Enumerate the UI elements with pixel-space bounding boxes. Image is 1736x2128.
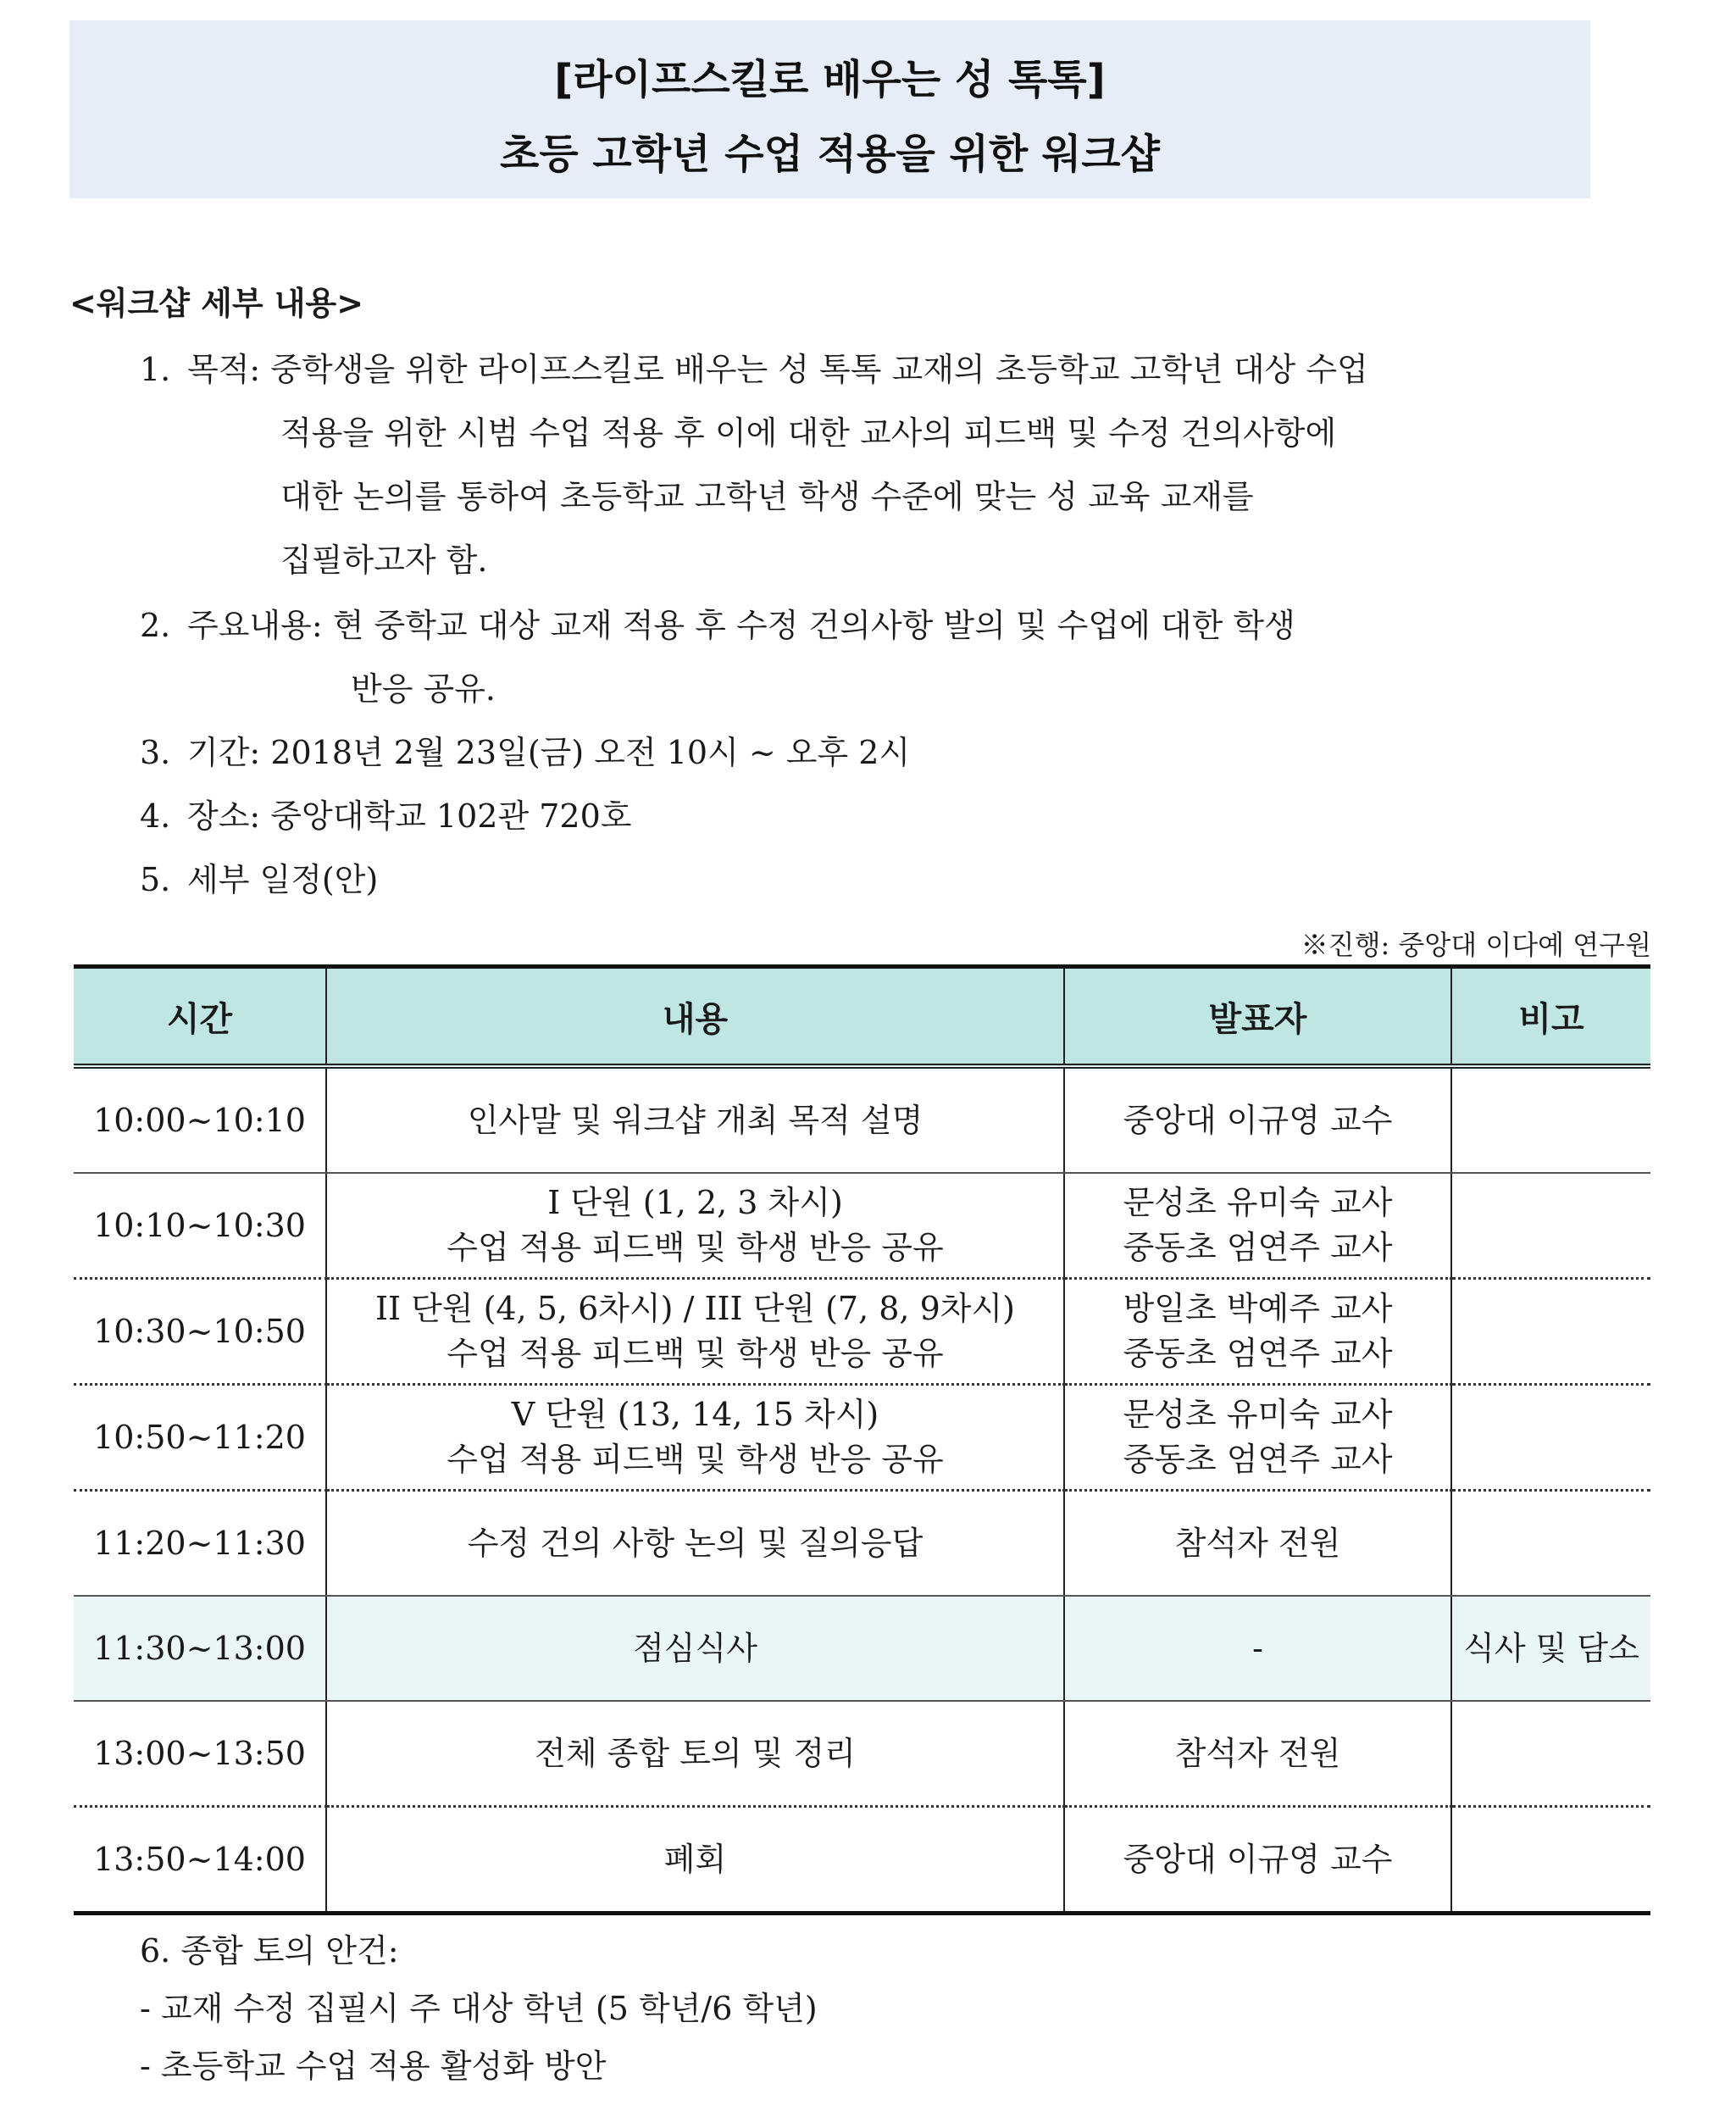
title-line-1: [라이프스킬로 배우는 성 톡톡] — [554, 56, 1106, 103]
row-content-line: II 단원 (4, 5, 6차시) / III 단원 (7, 8, 9차시) — [375, 1290, 1015, 1327]
discussion-bullet-1: - 교재 수정 집필시 주 대상 학년 (5 학년/6 학년) — [140, 1990, 818, 2027]
content-line-2: 반응 공유. — [351, 670, 496, 708]
table-row — [74, 1066, 1650, 1173]
row-presenter-line: 참석자 전원 — [1174, 1524, 1341, 1562]
row-content — [326, 1491, 1064, 1597]
row-presenter — [1064, 1173, 1451, 1279]
table-row — [74, 1279, 1650, 1385]
period-number: 3. — [140, 734, 171, 771]
content-line-1 — [140, 602, 1295, 649]
row-content-line: 인사말 및 워크샵 개최 목적 설명 — [467, 1101, 923, 1139]
row-content-line: 전체 종합 토의 및 정리 — [535, 1734, 856, 1772]
host-note: ※진행: 중앙대 이다예 연구원 — [1301, 929, 1651, 961]
header-time: 시간 — [74, 967, 326, 1067]
table-header-row — [74, 967, 1650, 1067]
row-time: 11:30~13:00 — [74, 1596, 326, 1701]
row-note — [1451, 1173, 1650, 1279]
header-presenter: 발표자 — [1064, 967, 1451, 1067]
row-content — [326, 1279, 1064, 1385]
schedule-line — [140, 856, 378, 903]
purpose-line-3: 대한 논의를 통하여 초등학교 고학년 학생 수준에 맞는 성 교육 교재를 — [280, 478, 1254, 515]
table-row — [74, 1491, 1650, 1597]
row-content — [326, 1173, 1064, 1279]
table-row — [74, 1385, 1650, 1491]
row-presenter-line: 참석자 전원 — [1174, 1734, 1341, 1772]
row-presenter-line: - — [1252, 1629, 1263, 1667]
row-note — [1451, 1807, 1650, 1914]
row-content-line: 폐회 — [663, 1840, 727, 1878]
row-presenter — [1064, 1491, 1451, 1597]
title-banner — [69, 20, 1590, 198]
row-content-line: I 단원 (1, 2, 3 차시) — [547, 1184, 843, 1221]
row-time: 13:50~14:00 — [93, 1840, 306, 1878]
row-note: 식사 및 담소 — [1451, 1596, 1650, 1701]
row-content — [326, 1385, 1064, 1491]
header-content: 내용 — [326, 967, 1064, 1067]
row-presenter-line: 중앙대 이규영 교수 — [1123, 1101, 1393, 1139]
place-number: 4. — [140, 797, 171, 835]
row-presenter-line: 중앙대 이규영 교수 — [1123, 1840, 1393, 1878]
purpose-line-2: 적용을 위한 시범 수업 적용 후 이에 대한 교사의 피드백 및 수정 건의사항에 — [280, 414, 1337, 452]
row-note — [1451, 1066, 1650, 1173]
row-time: 11:20~11:30 — [74, 1491, 326, 1597]
row-presenter — [1064, 1596, 1451, 1701]
section-heading: <워크샵 세부 내용> — [69, 285, 364, 322]
table-row — [74, 1701, 1650, 1807]
row-note — [1451, 1701, 1650, 1807]
table-row — [74, 1173, 1650, 1279]
purpose-line-1 — [140, 346, 1368, 393]
row-presenter — [1064, 1066, 1451, 1173]
row-content-line: 수업 적용 피드백 및 학생 반응 공유 — [446, 1335, 944, 1372]
row-presenter-line: 중동초 엄연주 교사 — [1123, 1441, 1393, 1478]
period-line — [140, 729, 910, 776]
purpose-number: 1. — [140, 351, 171, 388]
row-content — [326, 1701, 1064, 1807]
row-presenter — [1064, 1279, 1451, 1385]
schedule-number: 5. — [140, 861, 171, 898]
schedule-table — [74, 964, 1650, 1915]
schedule-text: 세부 일정(안) — [187, 861, 379, 898]
discussion-heading: 6. 종합 토의 안건: — [140, 1932, 399, 1970]
content-text-1: 주요내용: 현 중학교 대상 교재 적용 후 수정 건의사항 발의 및 수업에 대한 학생 — [187, 607, 1295, 644]
period-text: 기간: 2018년 2월 23일(금) 오전 10시 ~ 오후 2시 — [187, 734, 911, 771]
row-presenter-line: 중동초 엄연주 교사 — [1123, 1229, 1393, 1266]
row-time: 10:50~11:20 — [74, 1385, 326, 1491]
row-content — [326, 1807, 1064, 1914]
row-presenter-line: 문성초 유미숙 교사 — [1123, 1184, 1393, 1221]
row-content-line: 점심식사 — [633, 1629, 757, 1667]
row-note — [1451, 1385, 1650, 1491]
place-line — [140, 792, 631, 840]
row-time: 13:00~13:50 — [74, 1701, 326, 1807]
discussion-bullet-2: - 초등학교 수업 적용 활성화 방안 — [140, 2047, 607, 2085]
row-presenter — [1064, 1701, 1451, 1807]
row-time: 10:30~10:50 — [74, 1279, 326, 1385]
place-text: 장소: 중앙대학교 102관 720호 — [187, 797, 632, 835]
row-presenter-line: 중동초 엄연주 교사 — [1123, 1335, 1393, 1372]
row-presenter — [1064, 1807, 1451, 1914]
row-time: 10:00~10:10 — [74, 1066, 326, 1173]
table-row — [74, 1596, 1650, 1701]
row-content-line: 수업 적용 피드백 및 학생 반응 공유 — [446, 1229, 944, 1266]
title-line-2: 초등 고학년 수업 적용을 위한 워크샵 — [499, 131, 1161, 178]
row-content-line: 수업 적용 피드백 및 학생 반응 공유 — [446, 1441, 944, 1478]
table-row — [74, 1807, 1650, 1914]
row-content — [326, 1596, 1064, 1701]
row-presenter-line: 문성초 유미숙 교사 — [1123, 1396, 1393, 1433]
row-presenter — [1064, 1385, 1451, 1491]
row-presenter-line: 방일초 박예주 교사 — [1123, 1290, 1393, 1327]
row-note — [1451, 1279, 1650, 1385]
row-note — [1451, 1491, 1650, 1597]
header-note: 비고 — [1451, 967, 1650, 1067]
row-time: 10:10~10:30 — [74, 1173, 326, 1279]
purpose-text-1: 목적: 중학생을 위한 라이프스킬로 배우는 성 톡톡 교재의 초등학교 고학년 대상 수업 — [187, 351, 1368, 388]
purpose-line-4: 집필하고자 함. — [280, 542, 488, 579]
row-content — [326, 1066, 1064, 1173]
row-content-line: 수정 건의 사항 논의 및 질의응답 — [467, 1524, 923, 1562]
row-content-line: V 단원 (13, 14, 15 차시) — [511, 1396, 879, 1433]
content-number: 2. — [140, 607, 171, 644]
